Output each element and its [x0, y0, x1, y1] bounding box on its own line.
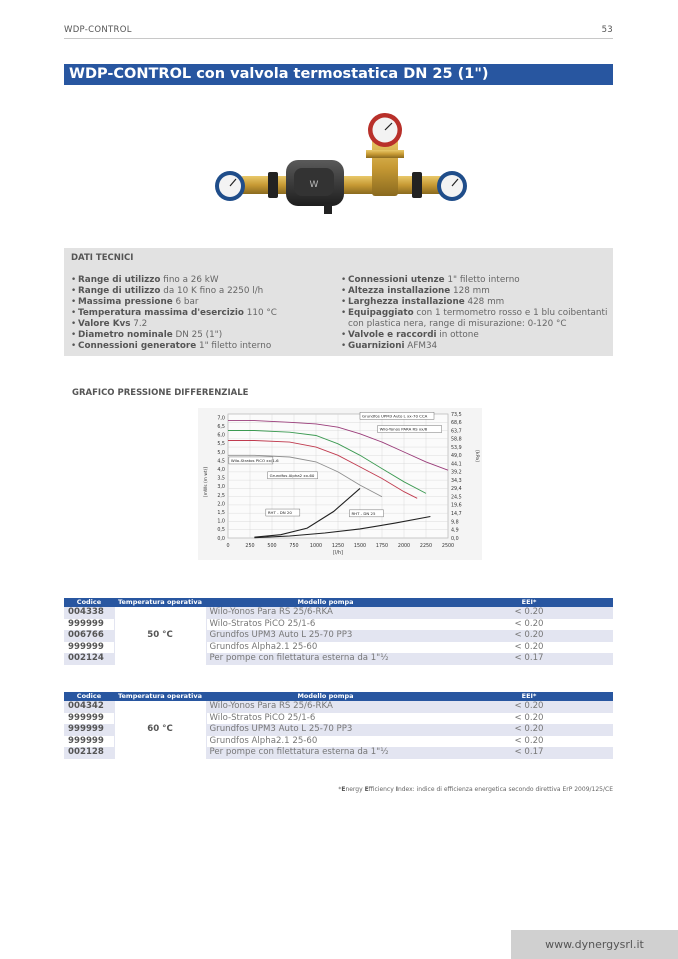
y-tick-label: 4,0 [217, 468, 225, 473]
x-tick-label: 500 [267, 544, 277, 549]
spec-item [341, 297, 611, 308]
pump-table-50c [64, 598, 614, 665]
code-cell: 999999 [64, 724, 114, 736]
col-header-code: Codice [64, 598, 114, 607]
spec-item [341, 286, 611, 297]
spec-value: 428 mm [464, 297, 505, 307]
eei-cell: < 0.20 [445, 713, 613, 725]
x-tick-label: 2250 [419, 544, 433, 549]
spec-item [341, 308, 611, 330]
col-header-model: Modello pompa [206, 598, 445, 607]
running-header [64, 25, 613, 39]
spec-item [341, 341, 611, 352]
spec-key: Connessioni generatore [78, 341, 197, 351]
code-cell: 002128 [64, 747, 114, 759]
footnote-text: fficiency [368, 786, 396, 793]
section-label: WDP-CONTROL [64, 25, 132, 35]
code-cell: 999999 [64, 713, 114, 725]
code-cell: 002124 [64, 653, 114, 665]
code-cell: 999999 [64, 642, 114, 654]
y2-tick-label: 44,1 [451, 462, 462, 468]
temp-cell: 50 °C [114, 607, 206, 665]
model-cell: Wilo-Stratos PiCO 25/1-6 [206, 619, 445, 631]
y-tick-label: 1,0 [217, 519, 225, 525]
series-label: Grundfos Alpha2 xx-60 [269, 472, 315, 478]
footnote-letter: E [364, 786, 369, 793]
spec-value: AFM34 [404, 341, 438, 351]
spec-value: 6 bar [172, 297, 199, 307]
model-cell: Per pompe con filettatura esterna da 1"½ [206, 653, 445, 665]
y2-tick-label: 24,5 [451, 495, 462, 501]
x-tick-label: 1000 [309, 544, 323, 549]
model-cell: Wilo-Yonos Para RS 25/6-RKA [206, 607, 445, 619]
series-label: RHT - DN 25 [351, 510, 376, 516]
x-tick-label: 750 [289, 544, 299, 549]
differential-pressure-chart [198, 408, 482, 560]
spec-key: Valvole e raccordi [348, 330, 437, 340]
x-tick-label: 1250 [331, 544, 345, 549]
product-photo [212, 108, 472, 228]
eei-cell: < 0.17 [445, 653, 613, 665]
series-label: Wilo-Stratos PICO xx/1-6 [230, 457, 279, 463]
spec-value: 128 mm [450, 286, 490, 296]
eei-footnote [338, 786, 613, 793]
y-tick-label: 0,5 [217, 528, 225, 534]
footnote-star: * [338, 786, 342, 793]
model-cell: Wilo-Yonos Para RS 25/6-RKA [206, 701, 445, 713]
spec-item [341, 330, 611, 341]
temp-cell: 60 °C [114, 701, 206, 759]
eei-cell: < 0.20 [445, 736, 613, 748]
spec-key: Altezza installazione [348, 286, 451, 296]
spec-key: Diametro nominale [78, 330, 173, 340]
y2-tick-label: 14,7 [451, 512, 462, 517]
footnote-letter: I [395, 786, 398, 793]
spec-item [71, 286, 333, 297]
footnote-text: ndex: indice di efficienza energetica secondo direttiva ErP 2009/125/CE [397, 786, 613, 793]
model-cell: Grundfos UPM3 Auto L 25-70 PP3 [206, 724, 445, 736]
x-tick-label: 250 [245, 544, 255, 549]
y2-tick-label: 53,9 [451, 445, 462, 451]
model-cell: Grundfos UPM3 Auto L 25-70 PP3 [206, 630, 445, 642]
x-tick-label: 0 [226, 544, 230, 549]
spec-value: 1" filetto interno [196, 341, 272, 351]
y-tick-label: 6,5 [217, 425, 225, 430]
eei-cell: < 0.20 [445, 724, 613, 736]
y2-tick-label: 73,5 [451, 412, 462, 418]
y2-tick-label: 19,6 [451, 503, 462, 509]
spec-item [341, 275, 611, 286]
y2-tick-label: 0,0 [451, 536, 459, 542]
y-tick-label: 3,0 [217, 485, 225, 491]
spec-item [71, 319, 333, 330]
code-cell: 006766 [64, 630, 114, 642]
eei-cell: < 0.20 [445, 642, 613, 654]
spec-item [71, 297, 333, 308]
y2-tick-label: 4,9 [451, 528, 459, 534]
spec-value: con 1 termometro rosso e 1 blu coibentanti con plastica nera, range di misurazione: 0-120 °C [348, 308, 608, 329]
y-tick-label: 2,0 [217, 502, 225, 508]
series-label: Wilo-Yonos PARA RS xx/6 [379, 426, 428, 432]
y-axis-label: [mWs (m wt)] [204, 466, 209, 498]
code-cell: 004338 [64, 607, 114, 619]
col-header-model: Modello pompa [206, 692, 445, 701]
website-link[interactable]: www.dynergysrl.it [511, 930, 678, 959]
spec-key: Larghezza installazione [348, 297, 465, 307]
page-title: WDP-CONTROL con valvola termostatica DN 25 (1") [64, 64, 613, 85]
code-cell: 004342 [64, 701, 114, 713]
spec-value: in ottone [436, 330, 479, 340]
spec-item [71, 341, 333, 352]
page-number: 53 [601, 25, 613, 35]
spec-value: 110 °C [243, 308, 277, 318]
spec-key: Connessioni utenze [348, 275, 445, 285]
spec-key: Massima pressione [78, 297, 173, 307]
y-tick-label: 1,5 [217, 511, 225, 516]
svg-text:W: W [309, 180, 319, 190]
graph-title: GRAFICO PRESSIONE DIFFERENZIALE [72, 388, 249, 398]
footnote-text: nergy [345, 786, 365, 793]
spec-key: Guarnizioni [348, 341, 405, 351]
col-header-eei: EEI* [445, 692, 613, 701]
model-cell: Grundfos Alpha2.1 25-60 [206, 642, 445, 654]
x-tick-label: 1750 [375, 544, 389, 549]
y2-axis-label: [kPa] [474, 450, 479, 462]
y-tick-label: 4,5 [217, 459, 225, 465]
spec-item [71, 275, 333, 286]
code-cell: 999999 [64, 736, 114, 748]
eei-cell: < 0.20 [445, 630, 613, 642]
col-header-eei: EEI* [445, 598, 613, 607]
eei-cell: < 0.20 [445, 607, 613, 619]
spec-key: Valore Kvs [78, 319, 131, 329]
y-tick-label: 5,0 [217, 450, 225, 456]
y-tick-label: 2,5 [217, 493, 225, 499]
y2-tick-label: 39,2 [451, 470, 462, 476]
y2-tick-label: 49,0 [451, 454, 462, 460]
model-cell: Wilo-Stratos PiCO 25/1-6 [206, 713, 445, 725]
spec-value: fino a 26 kW [160, 275, 219, 285]
table-row [64, 701, 613, 713]
col-header-code: Codice [64, 692, 114, 701]
spec-value: DN 25 (1") [172, 330, 223, 340]
spec-value: 1" filetto interno [444, 275, 520, 285]
y-tick-label: 6,0 [217, 433, 225, 439]
spec-key: Range di utilizzo [78, 275, 161, 285]
x-tick-label: 1500 [353, 544, 367, 549]
eei-cell: < 0.20 [445, 619, 613, 631]
table-row [64, 607, 613, 619]
y-tick-label: 5,5 [217, 442, 225, 448]
tech-data-panel [64, 248, 613, 356]
y2-tick-label: 63,7 [451, 429, 462, 435]
series-label: RHT - DN 20 [267, 510, 292, 516]
y-tick-label: 0,0 [217, 536, 225, 542]
x-tick-label: 2500 [441, 544, 455, 549]
series-label: Grundfos UPM3 Auto L xx-70 CCA [362, 413, 428, 419]
eei-cell: < 0.20 [445, 701, 613, 713]
y2-tick-label: 29,4 [451, 487, 462, 493]
spec-key: Equipaggiato [348, 308, 414, 318]
spec-item [71, 308, 333, 319]
y2-tick-label: 34,3 [451, 478, 462, 484]
spec-list-left [71, 275, 333, 352]
y-tick-label: 3,5 [217, 476, 225, 482]
spec-value: 7.2 [130, 319, 148, 329]
col-header-temp: Temperatura operativa [114, 598, 206, 607]
col-header-temp: Temperatura operativa [114, 692, 206, 701]
y2-tick-label: 68,6 [451, 421, 462, 427]
x-tick-label: 2000 [397, 544, 411, 549]
model-cell: Grundfos Alpha2.1 25-60 [206, 736, 445, 748]
y2-tick-label: 9,8 [451, 520, 459, 526]
spec-item [71, 330, 333, 341]
spec-key: Range di utilizzo [78, 286, 161, 296]
y-tick-label: 7,0 [217, 416, 225, 422]
x-axis-label: [l/h] [333, 551, 343, 556]
pump-table-60c [64, 692, 614, 759]
code-cell: 999999 [64, 619, 114, 631]
spec-list-right [341, 275, 611, 352]
spec-key: Temperatura massima d'esercizio [78, 308, 244, 318]
tech-heading: DATI TECNICI [71, 253, 134, 263]
footnote-letter: E [341, 786, 346, 793]
eei-cell: < 0.17 [445, 747, 613, 759]
spec-value: da 10 K fino a 2250 l/h [160, 286, 264, 296]
y2-tick-label: 58,8 [451, 437, 462, 443]
model-cell: Per pompe con filettatura esterna da 1"½ [206, 747, 445, 759]
